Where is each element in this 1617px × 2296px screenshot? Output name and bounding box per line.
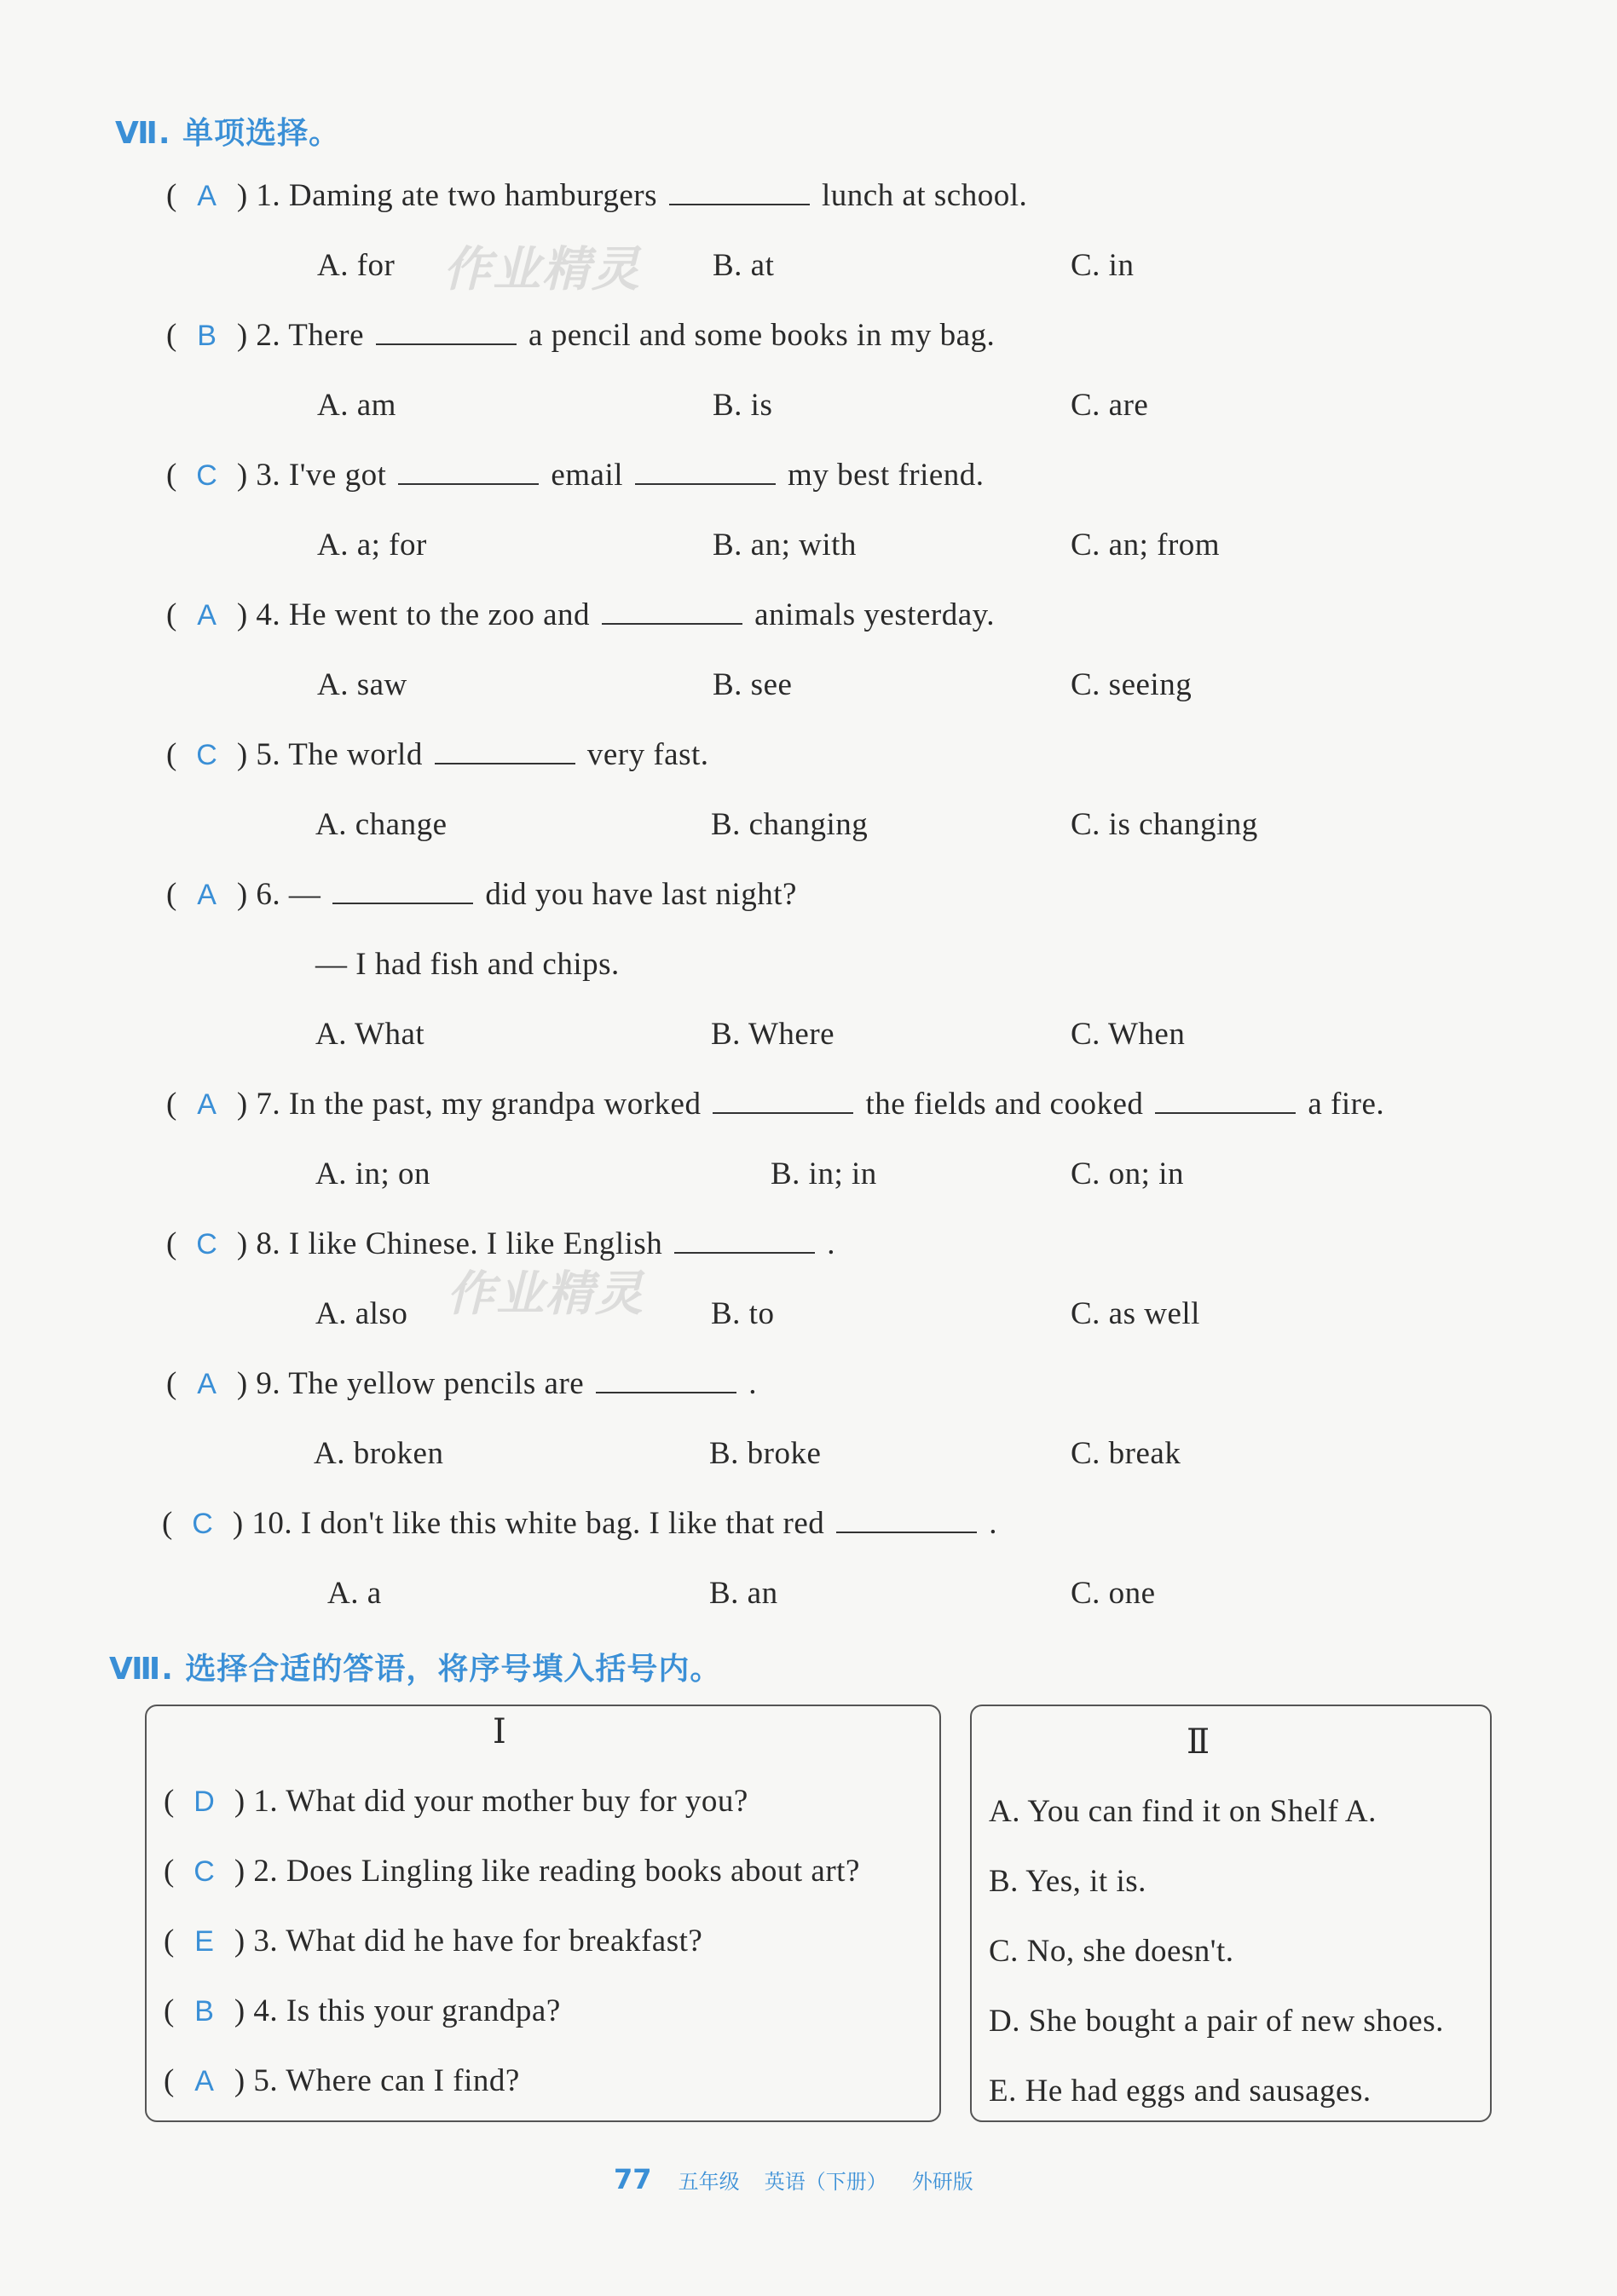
option-b[interactable]: B. an	[709, 1576, 778, 1611]
question-5: ( C ) 5. The world very fast.	[166, 737, 709, 772]
blank	[596, 1391, 736, 1393]
blank	[435, 762, 575, 764]
box-1-title: Ⅰ	[493, 1712, 506, 1751]
replies-box	[970, 1705, 1492, 2122]
blank	[713, 1111, 853, 1114]
blank	[674, 1251, 815, 1254]
option-c[interactable]: C. is changing	[1071, 807, 1258, 842]
match-question-5: ( A ) 5. Where can I find?	[164, 2063, 520, 2098]
match-question-1: ( D ) 1. What did your mother buy for you?	[164, 1784, 748, 1819]
reply-c: C. No, she doesn't.	[989, 1934, 1234, 1969]
question-text: .	[989, 1506, 998, 1541]
question-text: email	[551, 458, 624, 493]
option-b[interactable]: B. see	[713, 667, 793, 702]
question-text: 1. Daming ate two hamburgers	[256, 178, 657, 213]
question-text: .	[748, 1366, 757, 1401]
option-c[interactable]: C. in	[1071, 248, 1135, 283]
option-a[interactable]: A. saw	[317, 667, 407, 702]
option-b[interactable]: B. at	[713, 248, 775, 283]
footer-grade: 五年级	[678, 2170, 740, 2194]
option-b[interactable]: B. Where	[711, 1017, 835, 1052]
question-text: my best friend.	[788, 458, 985, 493]
question-text: 2. There	[256, 318, 365, 353]
match-answer-2[interactable]: C	[193, 1855, 216, 1888]
option-c[interactable]: C. are	[1071, 388, 1149, 423]
match-question-3: ( E ) 3. What did he have for breakfast?	[164, 1924, 703, 1959]
match-answer-4[interactable]: B	[194, 1995, 215, 2028]
option-c[interactable]: C. one	[1071, 1576, 1156, 1611]
option-c[interactable]: C. break	[1071, 1436, 1181, 1471]
option-a[interactable]: A. a; for	[317, 528, 427, 562]
section-7-title: Ⅶ. 单项选择。	[115, 116, 341, 151]
question-10: ( C ) 10. I don't like this white bag. I like that red .	[162, 1506, 998, 1541]
question-1: ( A ) 1. Daming ate two hamburgers lunch at school.	[166, 178, 1028, 213]
match-question-4: ( B ) 4. Is this your grandpa?	[164, 1993, 561, 2028]
answer-4[interactable]: A	[197, 599, 217, 632]
question-8: ( C ) 8. I like Chinese. I like English .	[166, 1226, 836, 1261]
match-answer-5[interactable]: A	[194, 2065, 215, 2097]
question-text: 5. The world	[256, 737, 423, 772]
dialogue-reply: — I had fish and chips.	[315, 947, 620, 982]
watermark: 作业精灵	[447, 1266, 644, 1322]
question-text: .	[827, 1226, 836, 1261]
box-2-title: Ⅱ	[1187, 1722, 1210, 1761]
question-text: 1. What did your mother buy for you?	[253, 1784, 748, 1819]
question-text: 8. I like Chinese. I like English	[256, 1226, 663, 1261]
question-text: 3. What did he have for breakfast?	[253, 1924, 703, 1959]
match-question-2: ( C ) 2. Does Lingling like reading books about art?	[164, 1854, 860, 1889]
question-text: lunch at school.	[821, 178, 1028, 213]
option-b[interactable]: B. in; in	[771, 1157, 877, 1191]
question-text: 5. Where can I find?	[253, 2063, 520, 2098]
question-text: 3. I've got	[256, 458, 387, 493]
reply-b: B. Yes, it is.	[989, 1864, 1146, 1899]
option-c[interactable]: C. When	[1071, 1017, 1186, 1052]
page-footer	[614, 2163, 994, 2195]
blank	[332, 902, 473, 904]
question-7: ( A ) 7. In the past, my grandpa worked the fields and cooked a fire.	[166, 1087, 1385, 1122]
question-9: ( A ) 9. The yellow pencils are .	[166, 1366, 757, 1401]
answer-7[interactable]: A	[197, 1088, 217, 1121]
footer-subject: 英语（下册）	[764, 2170, 887, 2194]
match-answer-3[interactable]: E	[194, 1925, 215, 1958]
footer-edition: 外研版	[911, 2170, 973, 2194]
blank	[398, 482, 539, 485]
option-a[interactable]: A. What	[315, 1017, 425, 1052]
question-text: 6. —	[256, 877, 321, 912]
blank	[635, 482, 776, 485]
question-text: 10. I don't like this white bag. I like that red	[251, 1506, 825, 1541]
match-answer-1[interactable]: D	[193, 1785, 216, 1818]
option-a[interactable]: A. for	[317, 248, 396, 283]
option-b[interactable]: B. changing	[711, 807, 869, 842]
question-text: a fire.	[1308, 1087, 1385, 1122]
reply-e: E. He had eggs and sausages.	[989, 2074, 1372, 2109]
answer-1[interactable]: A	[197, 180, 217, 212]
blank	[1155, 1111, 1296, 1114]
page-number: 77	[614, 2163, 652, 2195]
answer-6[interactable]: A	[197, 879, 217, 911]
option-a[interactable]: A. a	[327, 1576, 382, 1611]
blank	[602, 622, 742, 625]
option-a[interactable]: A. am	[317, 388, 396, 423]
option-b[interactable]: B. is	[713, 388, 773, 423]
answer-5[interactable]: C	[196, 739, 218, 771]
option-c[interactable]: C. seeing	[1071, 667, 1193, 702]
option-c[interactable]: C. on; in	[1071, 1157, 1184, 1191]
blank	[669, 203, 810, 205]
answer-8[interactable]: C	[196, 1228, 218, 1260]
option-a[interactable]: A. also	[315, 1296, 408, 1331]
question-text: 4. Is this your grandpa?	[253, 1993, 561, 2028]
question-text: 9. The yellow pencils are	[256, 1366, 585, 1401]
question-text: animals yesterday.	[754, 597, 996, 632]
question-6: ( A ) 6. — did you have last night?	[166, 877, 797, 912]
question-text: 7. In the past, my grandpa worked	[256, 1087, 702, 1122]
question-2: ( B ) 2. There a pencil and some books in my bag.	[166, 318, 996, 353]
answer-3[interactable]: C	[196, 459, 218, 492]
watermark: 作业精灵	[443, 242, 641, 297]
option-b[interactable]: B. broke	[709, 1436, 822, 1471]
question-text: 4. He went to the zoo and	[256, 597, 591, 632]
option-a[interactable]: A. change	[315, 807, 448, 842]
option-c[interactable]: C. an; from	[1071, 528, 1221, 562]
answer-9[interactable]: A	[197, 1368, 217, 1400]
question-text: 2. Does Lingling like reading books about art?	[253, 1854, 860, 1889]
question-text: the fields and cooked	[865, 1087, 1144, 1122]
question-3: ( C ) 3. I've got email my best friend.	[166, 458, 985, 493]
option-a[interactable]: A. broken	[314, 1436, 444, 1471]
option-b[interactable]: B. to	[711, 1296, 775, 1331]
question-text: did you have last night?	[485, 877, 797, 912]
question-4: ( A ) 4. He went to the zoo and animals yesterday.	[166, 597, 996, 632]
blank	[836, 1531, 977, 1533]
answer-2[interactable]: B	[197, 320, 217, 352]
section-8-title: Ⅷ. 选择合适的答语，将序号填入括号内。	[109, 1652, 722, 1687]
option-b[interactable]: B. an; with	[713, 528, 857, 562]
blank	[376, 343, 517, 345]
questions-box	[145, 1705, 941, 2122]
reply-d: D. She bought a pair of new shoes.	[989, 2004, 1444, 2039]
question-text: very fast.	[586, 737, 709, 772]
answer-10[interactable]: C	[192, 1508, 214, 1540]
reply-a: A. You can find it on Shelf A.	[989, 1794, 1377, 1829]
option-c[interactable]: C. as well	[1071, 1296, 1200, 1331]
question-text: a pencil and some books in my bag.	[528, 318, 996, 353]
option-a[interactable]: A. in; on	[315, 1157, 431, 1191]
